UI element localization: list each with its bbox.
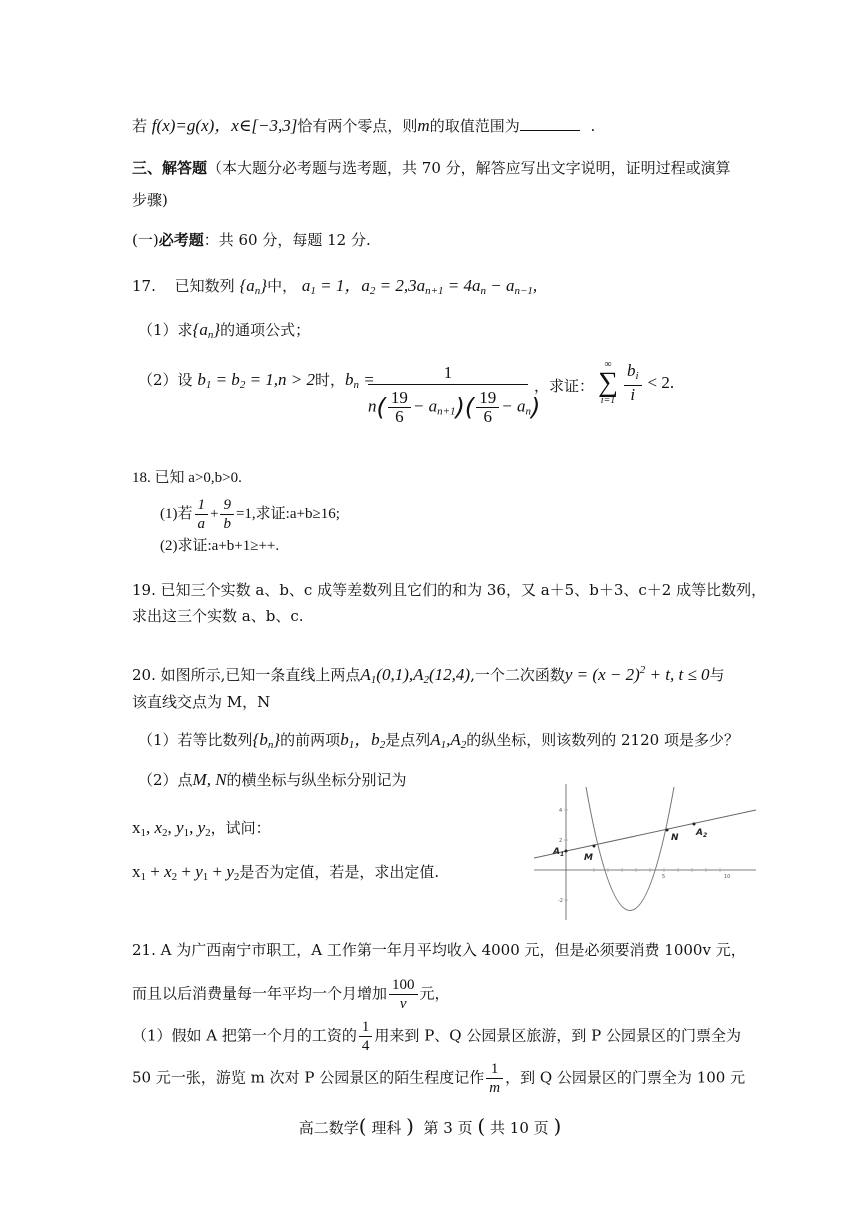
formula-sum: ∞ ∑ i=1 $\frac{b_i}{i}$ < 2.: [598, 359, 675, 406]
q17-part1: （1）求$\{a_n\}$的通项公式；: [138, 320, 311, 341]
formula-recurrence: $a_1 = 1$，$a_2 = 2,3a_{n+1} = 4a_n - a_{n-1}$,: [301, 276, 538, 297]
q21-line2: 而且以后消费量每一年平均一个月增加 $\frac{100}{v}$ 元，: [132, 977, 450, 1012]
section-3-desc-cont: 步骤): [132, 191, 168, 209]
page-footer: 高二数学( 理科 ) 第 3 页 ( 共 10 页 ): [298, 1114, 562, 1138]
parabola: [586, 787, 674, 911]
q17-intro: 17. 已知数列 $\{a_n\}$中， $a_1 = 1$，$a_2 = 2,3a_{n+1} = 4a_n - a_{n-1}$,: [132, 276, 538, 297]
q17-prove: ，求证：: [534, 377, 595, 395]
q20-line1: 20. 如图所示,已知一条直线上两点$A_1(0,1),A_2(12,4)$,一个二次函数$y = (x - 2)^2 + t$, t ≤ 0与: [132, 664, 725, 686]
q20-part2: （2）点M, N的横坐标与纵坐标分别记为: [138, 770, 407, 789]
label-a2: $A_2$: [696, 828, 708, 839]
point-m: [593, 845, 596, 848]
formula-quadratic: $y = (x - 2)^2 + t$, t ≤ 0: [564, 664, 710, 684]
label-a1: $A_1$: [553, 847, 565, 858]
point-a2: [693, 823, 696, 826]
tick-label-y-2: 2: [559, 838, 563, 844]
section-3-heading: [132, 158, 731, 178]
point-n: [666, 829, 669, 832]
q18-intro: 18. 已知 a>0,b>0.: [132, 470, 242, 486]
section-3-desc: （本大题分必考题与选考题，共 70 分，解答应写出文字说明，证明过程或演算: [207, 159, 731, 177]
q20-question: $x_1 + x_2 + y_1 + y_2$是否为定值，若是，求出定值.: [132, 862, 440, 883]
q21-part1-line1: （1）假如 A 把第一个月的工资的 $\frac{1}{4}$ 用来到 P、Q 公园景区旅游，到 P 公园景区的门票全为: [132, 1019, 741, 1054]
formula-points: $A_1(0,1),A_2(12,4)$: [360, 665, 471, 686]
label-m: M: [584, 853, 593, 863]
q17-part2: （2）设 $b_1 = b_2 = 1,n > 2$时，$b_n$ =: [138, 370, 375, 391]
required-heading: (一)必考题：共 60 分，每题 12 分.: [132, 231, 371, 249]
q21-part1-line2: 50 元一张，游览 m 次对 P 公园景区的陌生程度记作 $\frac{1}{m}$ ，到 Q 公园景区的门票全为 100 元: [132, 1061, 746, 1096]
q19-line1: 19. 已知三个实数 a、b、c 成等差数列且它们的和为 36，又 a＋5、b＋3、c＋2 成等比数列，: [132, 581, 767, 599]
page-number: 3: [443, 1119, 453, 1137]
label-n: N: [671, 833, 679, 843]
point-a1: [565, 850, 568, 853]
function-graph: [534, 782, 756, 922]
total-pages: 10: [509, 1119, 529, 1137]
q21-line1: 21. A 为广西南宁市职工，A 工作第一年月平均收入 4000 元，但是必须要消费 1000v 元，: [132, 941, 746, 959]
tick-label-y-neg2: -2: [558, 898, 563, 904]
formula-b-init: $b_1 = b_2 = 1,n > 2$: [197, 370, 316, 391]
tick-label-x-5: 5: [662, 874, 666, 880]
formula-an: $\{a_n\}$: [239, 276, 268, 297]
tick-label-x-10: 10: [724, 874, 731, 880]
q18-part2: (2)求证:a+b+1≥++.: [160, 538, 280, 554]
q20-part1: （1）若等比数列$\{b_n\}$的前两项$b_1$，$b_2$是点列$A_1,A_2$的纵坐标，则该数列的 2120 项是多少？: [138, 730, 739, 751]
answer-blank[interactable]: [520, 116, 580, 131]
q18-part1: (1)若 $\frac{1}{a}$ + $\frac{9}{b}$ =1,求证:a+b≥16;: [160, 497, 340, 532]
section-3-title: 三、解答题: [132, 159, 208, 177]
tick-label-y-4: 4: [559, 808, 563, 814]
q19-line2: 求出这三个实数 a、b、c.: [132, 607, 304, 625]
formula-f-eq-g: f(x)=g(x)，x∈[−3,3]: [151, 116, 298, 135]
q20-vars: $x_1$, $x_2$, $y_1$, $y_2$，试问：: [132, 818, 271, 839]
formula-bn-fraction: 1 n( $\frac{19}{6}$ − $a_{n+1}$)( $\frac{19}{6}$ − $a_n$): [368, 363, 541, 426]
q20-line2: 该直线交点为 M，N: [132, 693, 271, 711]
blank-question-line: 若 f(x)=g(x)，x∈[−3,3]恰有两个零点，则m的取值范围为 .: [132, 116, 596, 135]
